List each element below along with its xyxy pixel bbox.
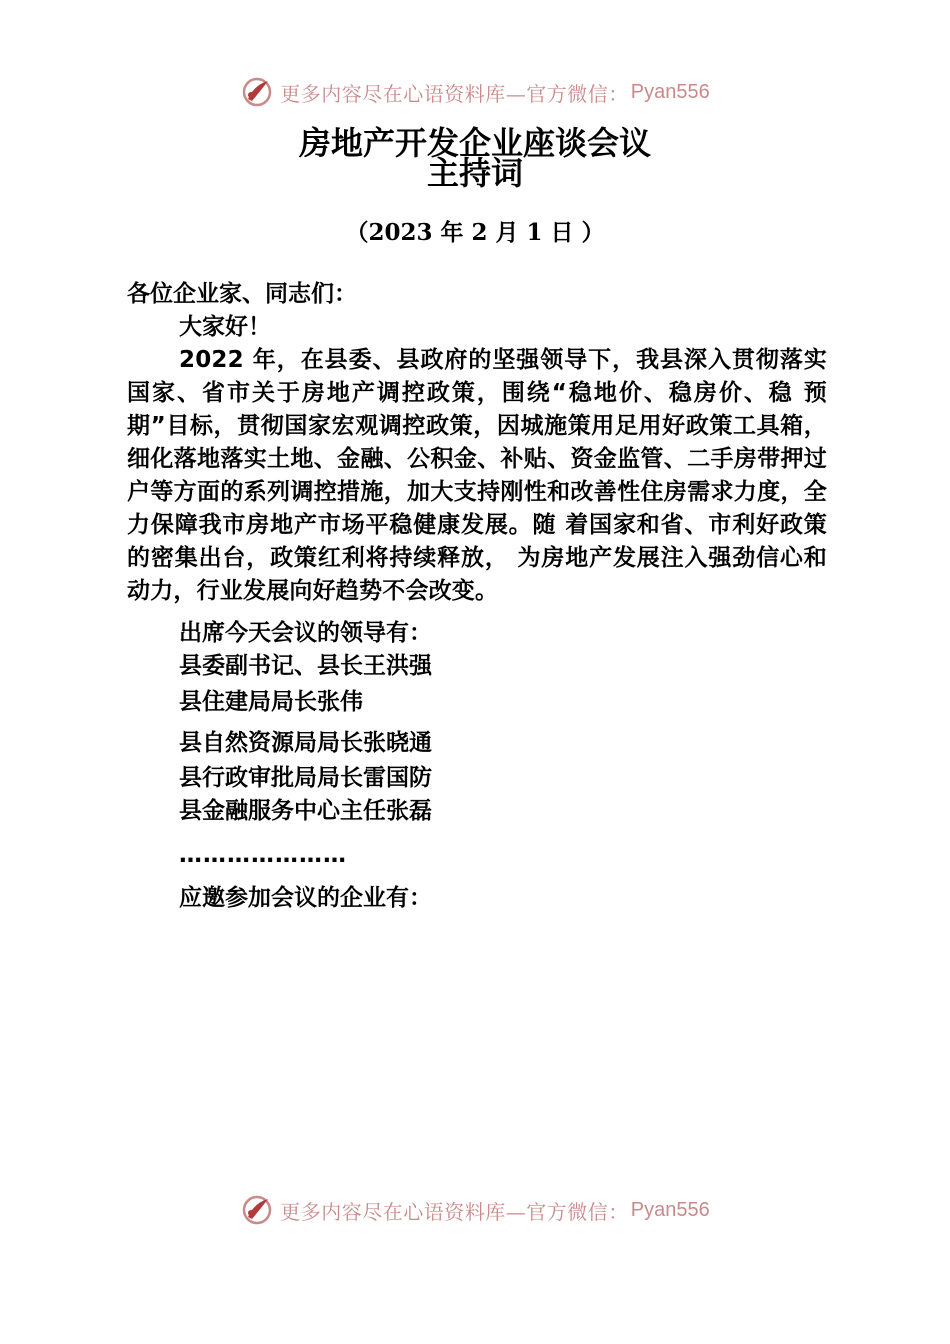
leader-item: 县住建局局长张伟 <box>179 689 363 715</box>
watermark-text: 更多内容尽在心语资料库—官方微信： <box>280 81 629 106</box>
document-title-line2: 主持词 <box>426 154 523 192</box>
leader-item: 县自然资源局局长张晓通 <box>179 730 432 756</box>
footer-watermark <box>0 1190 950 1230</box>
leader-item: 县金融服务中心主任张磊 <box>179 798 432 824</box>
leaders-intro: 出席今天会议的领导有： <box>179 620 432 646</box>
opening-paragraph: 2022 年，在县委、县政府的坚强领导下，我县深入贯彻落实国家、省市关于房地产调控政策，围绕“稳地价、稳房价、稳 预期”目标，贯彻国家宏观调控政策，因城施策用足用好政策工具箱，细化落地落实土地、金融、公积金、补贴、资金监管、二手房带押过户等方面的系列调控措施，加大支持刚性和改善性住房需求力度，全力保障我市房地产市场平稳健康发展。随 着国家和省、市利好政策的密集出台，政策红利将持续释放， 为房地产发展注入强劲信心和动力，行业发展向好趋势不会改变。 <box>127 347 827 604</box>
header-watermark <box>0 72 950 112</box>
leader-item: 县委副书记、县长王洪强 <box>179 653 432 679</box>
document-date: （2023 年 2 月 1 日 ） <box>345 219 605 246</box>
logo-icon <box>240 1193 274 1227</box>
greeting: 大家好！ <box>179 314 271 340</box>
companies-intro: 应邀参加会议的企业有： <box>179 885 432 911</box>
salutation: 各位企业家、同志们： <box>127 281 357 307</box>
watermark-text: 更多内容尽在心语资料库—官方微信： <box>280 1199 629 1224</box>
ellipsis-line: ………………… <box>179 842 347 868</box>
leader-item: 县行政审批局局长雷国防 <box>179 765 432 791</box>
watermark-wechat-id: Pyan556 <box>630 80 710 103</box>
watermark-wechat-id: Pyan556 <box>630 1198 710 1221</box>
logo-icon <box>240 75 274 109</box>
document-title-line1: 房地产开发企业座谈会议 <box>298 124 651 162</box>
